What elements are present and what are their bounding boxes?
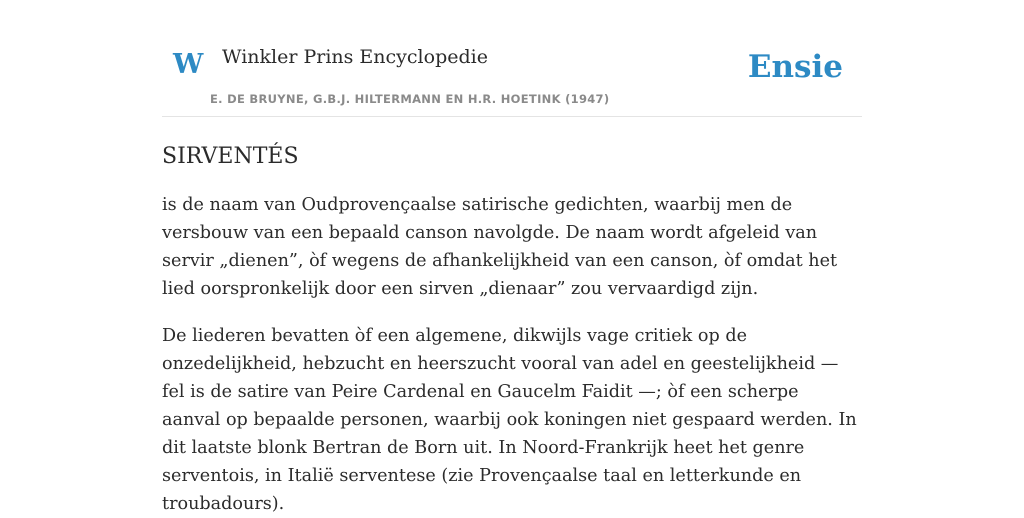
article-headword: SIRVENTÉS [162, 144, 299, 169]
authors-line: E. DE BRUYNE, G.B.J. HILTERMANN EN H.R. HOETINK (1947) [210, 92, 610, 106]
publication-title[interactable]: Winkler Prins Encyclopedie [222, 46, 488, 68]
article-paragraph-1: is de naam van Oudprovençaalse satirische gedichten, waarbij men de versbouw van een bepaald canson navolgde. De naam wordt afgeleid van servir „dienen”, òf wegens de afhankelijkheid van een canson, òf omdat het lied oorspronkelijk door een sirven „dienaar” zou vervaardigd zijn. [162, 195, 838, 300]
winkler-prins-logo[interactable]: W [173, 49, 204, 80]
encyclopedia-page [162, 0, 862, 515]
page-header [162, 0, 862, 117]
article-paragraph-2: De liederen bevatten òf een algemene, dikwijls vage critiek op de onzedelijkheid, hebzucht en heerszucht vooral van adel en geestelijkheid — fel is de satire van Peire Cardenal en Gaucelm Faidit —; òf een scherpe aanval op bepaalde personen, waarbij ook koningen niet gespaard werden. In dit laatste blonk Bertran de Born uit. In Noord-Frankrijk heet het genre serventois, in Italië serventese (zie Provençaalse taal en letterkunde en troubadours). [162, 326, 857, 515]
ensie-logo[interactable]: Ensie [747, 49, 843, 85]
